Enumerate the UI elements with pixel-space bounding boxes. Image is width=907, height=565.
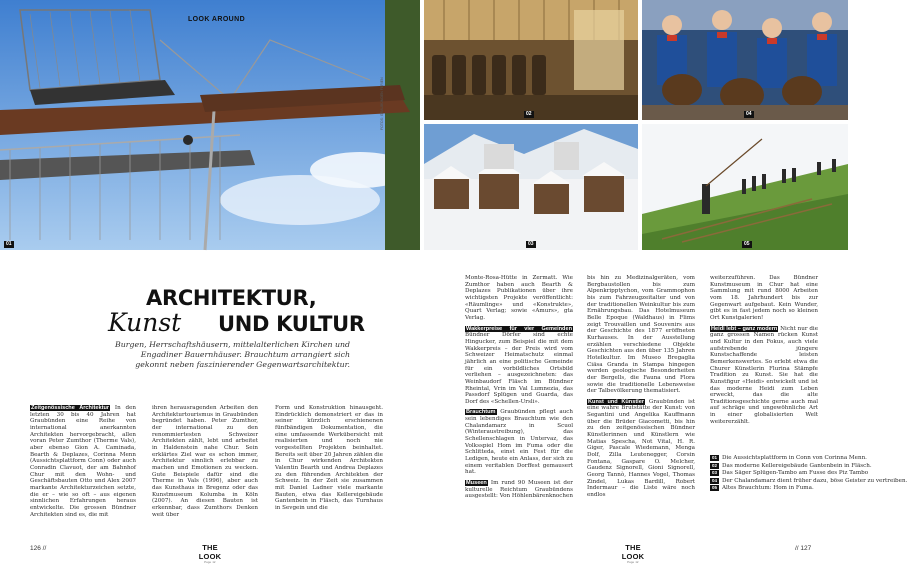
caption-text: Der Chalandamarz dient früher dazu, böse Geister zu vertreiben.: [722, 477, 907, 484]
headline-line1: ARCHITEKTUR,: [146, 286, 317, 310]
photo-observation-tower: [0, 0, 420, 250]
photo-number: 04: [746, 111, 752, 117]
page-number-right: // 127: [795, 545, 812, 552]
section-heading: Kunst und Künstler: [588, 398, 645, 405]
body-text: Form und Konstruktion hinausgeht. Eindrücklich demonstriert er das in seiner kürzlich erschienenen fünfbändigen Dokumentation, die eine umfassende Werkübersicht mit realisierten und noch nie vorgestellten Projekten beinhaltet. Bereits seit über 20 Jahren zählen die in Chur wirkenden Architekten Valentin Bearth und Andrea Deplazes zu den führenden Architekten der Schweiz. In der Zeit sie zusammen mit Daniel Ladner viele markante Bauten, etwa das Kellereigebäude Gantenbein in Fläsch, das Turnhaus in Sevgein und die: [275, 405, 383, 511]
photo-hikers: [642, 124, 848, 250]
column-4: [465, 275, 573, 500]
brand-logo-right: [613, 543, 653, 564]
column-2: [152, 405, 258, 518]
caption-number: 01: [712, 455, 718, 460]
section-heading: Zeitgenössische Architektur: [31, 405, 110, 411]
column-1: [30, 405, 136, 518]
body-text: Graubünden pflegt auch sein lebendiges Brauchtum wie den Chalandamarz in Scuol (Winteraustreibung), das Schellenschlagen in Untervaz, das Volksspiel Hom im Fuma oder die Schlitteda, einst ein Fest für die Ledigen, heute ein Anlass, der sich zu einem veritablen Dorffest gemausert hat.: [465, 409, 573, 476]
body-text: weiterzuführen. Das Bündner Kunstmuseum in Chur hat eine Sammlung mit rund 8000 Arbeiten vom 18. Jahrhundert bis zur Gegenwart aufgebaut. Kein Wunder, gibt es in fast jedem noch so kleinen Ort Kunstgalerien!: [710, 275, 818, 321]
body-text: bis hin zu Medizinalgeräten, vom Bergbaustollen bis zum Alpenkripptychon, vom Grammophon bis zum Fahrzeugzeitalter und von der traditionellen Weinkultur bis zum Ernährungsbau. Das Hotelmuseum Belle Epoque (Waldhaus) in Flims zeigt Trouvaillen und Souvenirs aus der Geschichte des 1877 eröffneten Kurhauses. In der Ausstellung erzählen verschiedene Objekte Geschichten aus den über 135 Jahren Hotelkultur. Im Museo Bregaglia Ciäsa Granda in Stampa hingegen werden geologische Besonderheiten der Bergells, die Fauna und Flora sowie die traditionelle Lebensweise der Talbevölkerung thematisiert.: [587, 275, 695, 395]
caption: [710, 477, 907, 485]
caption-number: 03: [712, 470, 718, 476]
column-6: [710, 275, 818, 425]
photo-number: 03: [528, 241, 534, 247]
caption: [710, 455, 867, 462]
photo-number: 02: [526, 111, 532, 117]
section-heading: Wakkerpreise für vier Gemeinden: [466, 325, 572, 332]
body-text: Monte-Rosa-Hütte in Zermatt. Wie Zumthor haben auch Bearth & Deplazes Publikationen über ihre wichtigsten Projekte veröffentlicht: «Räumlinge» und «Konstrukte», Quart Verlag; sowie «Amurs», gta Verlag.: [465, 275, 573, 321]
body-text: Im rund 90 Museen ist der kulturelle Reichtum Graubündens ausgestellt: Von Höhlenbärenknochen: [465, 480, 573, 500]
village-illustration: [424, 124, 638, 250]
hikers-illustration: [642, 124, 848, 250]
cellar-illustration: [424, 0, 638, 120]
headline-line2: UND KULTUR: [218, 312, 365, 336]
photo-captions: [710, 455, 907, 493]
caption: [710, 462, 872, 470]
section-heading: Museen: [466, 480, 487, 487]
body-text: In den letzten 30 bis 40 Jahren hat Graubünden eine Reihe von international anerkannten Architekten hervorgebracht, allen voran Peter Zumthor (Therme Vals), aber ebenso Gion A. Caminada, Bearth & Deplazes, Corinna Menn (Aussichtsplattform Conn) oder auch Conradin Clavuot, der am Bahnhof Chur mit den Wohn- und Geschäftsbauten Otto und Alex 2007 markante Architekturzeichen setzte, die er – wie so oft – aus eigenen sinnlichen Erfahrungen heraus entwickelte. Die grossen Bündner Architekten sind es, die mit: [30, 405, 136, 518]
photo-wine-cellar: [424, 0, 638, 120]
page-number-left: 126 //: [30, 545, 47, 552]
subtitle: Burgen, Herrschaftshäusern, mittelalterlichen Kirchen und Engadiner Bauernhäuser. Brauchtum arrangiert sich gekonnt neben faszinierender Gegenwartsarchitektur.: [115, 340, 350, 370]
headline-script: Kunst: [108, 308, 182, 337]
body-text: Graubünden ist eine wahre Brutstätte der Kunst: von Segantini und Angelika Kauffmann über die Brüder Giacometti, bis hin zu den zeitgenössischen Bündner Künstlerinnen und Künstlern wie Matias Spescha, Not Vital, H. R. Giger, Pascale Wiedemann, Menga Dolf, Zilla Leutenegger, Corsin Fontana, Gaspare O. Melcher, Gaudenz Signorell, Gioni Signorell, Georg Tannò, Hannes Vogel, Thomas Zindel, Lukas Bardill, Robert Indermaur – die Liste wäre noch endlos: [587, 398, 695, 498]
section-heading: Brauchtum: [466, 409, 496, 416]
column-3: [275, 405, 383, 512]
caption-text: Das moderne Kellereigebäude Gantenbein in Fläsch.: [722, 462, 872, 469]
caption-number: 02: [712, 462, 718, 468]
cowbell-illustration: [642, 0, 848, 120]
photo-credit: FOTOS: GRAUBÜNDEN FERIEN: [380, 77, 384, 130]
body-text: ihren herausragenden Arbeiten den Architekturtourismus in Graubünden begründet haben. Peter Zumthor, der international zu den renommiertesten Schweizer Architekten zählt, lebt und arbeitet in Haldenstein nahe Chur. Sein erklärtes Ziel war es schon immer, Architektur sinnlich erlebbar zu machen und Emotionen zu wecken. Gute Beispiele dafür sind die Therme in Vals (1996), aber auch das Kunsthaus in Bregenz oder das Kunstmuseum Kolumba in Köln (2007). An diesen Bauten ist erkennbar, dass Zumthors Denken weit über: [152, 405, 258, 518]
tower-illustration: [0, 0, 420, 250]
caption-text: Altes Brauchtum: Hom in Fuma.: [722, 485, 814, 492]
photo-number: 01: [6, 241, 12, 247]
caption: [710, 485, 830, 492]
brand-sub: Page 12: [204, 561, 216, 564]
caption: [710, 470, 869, 477]
brand-logo-left: [190, 543, 230, 564]
photo-number: 05: [744, 241, 750, 247]
caption-number: 05: [712, 485, 718, 491]
brand-name: THE LOOK: [621, 543, 645, 561]
brand-name: THE LOOK: [198, 543, 222, 561]
column-5: [587, 275, 695, 499]
photo-cowbell-boys: [642, 0, 848, 120]
section-heading: Heidi lebt – ganz modern: [711, 325, 778, 332]
body-text: Bündner Dörfer sind echte Hingucker, zum Beispiel die mit dem Wakkerpreis – der Preis wird vom Schweizer Heimatschutz einmal jährlich an eine politische Gemeinde für ein vorbildliches Ortsbild verliehen – ausgezeichneten: das Weinbaudorf Fläsch im Bündner Rheintal, Vrin im Val Lumnezia, das Passdorf Splügen und Guarda, das Dorf des «Schellen-Ursli».: [465, 332, 573, 405]
section-label: LOOK AROUND: [188, 16, 246, 23]
caption-text: Das Säger Splügen-Tambo am Fusse des Piz Tambo: [722, 470, 869, 477]
photo-snowy-village: [424, 124, 638, 250]
caption-text: Die Aussichtsplattform in Conn von Corinna Menn.: [722, 455, 867, 461]
body-text: Nicht nur die ganz grossen Namen rücken Kunst und Kultur in den Fokus, auch viele aufstrebende jüngere Kunstschaffende leisten Bemerkenswertes. So erlebt etwa die Churer Künstlerin Flurina Stämpfe Tradition zu Kunst. Sie hat die Kunstfigur «Heidi» entwickelt und ist das moderne Heidi zum Leben erweckt, das die alte Traditionsgeschichte gerne auch mal auf schräge und ungewöhnliche Art in einer globalisierten Welt weitererzählt.: [710, 325, 819, 425]
caption-number: 04: [712, 477, 718, 483]
brand-sub: Page 12: [627, 561, 639, 564]
